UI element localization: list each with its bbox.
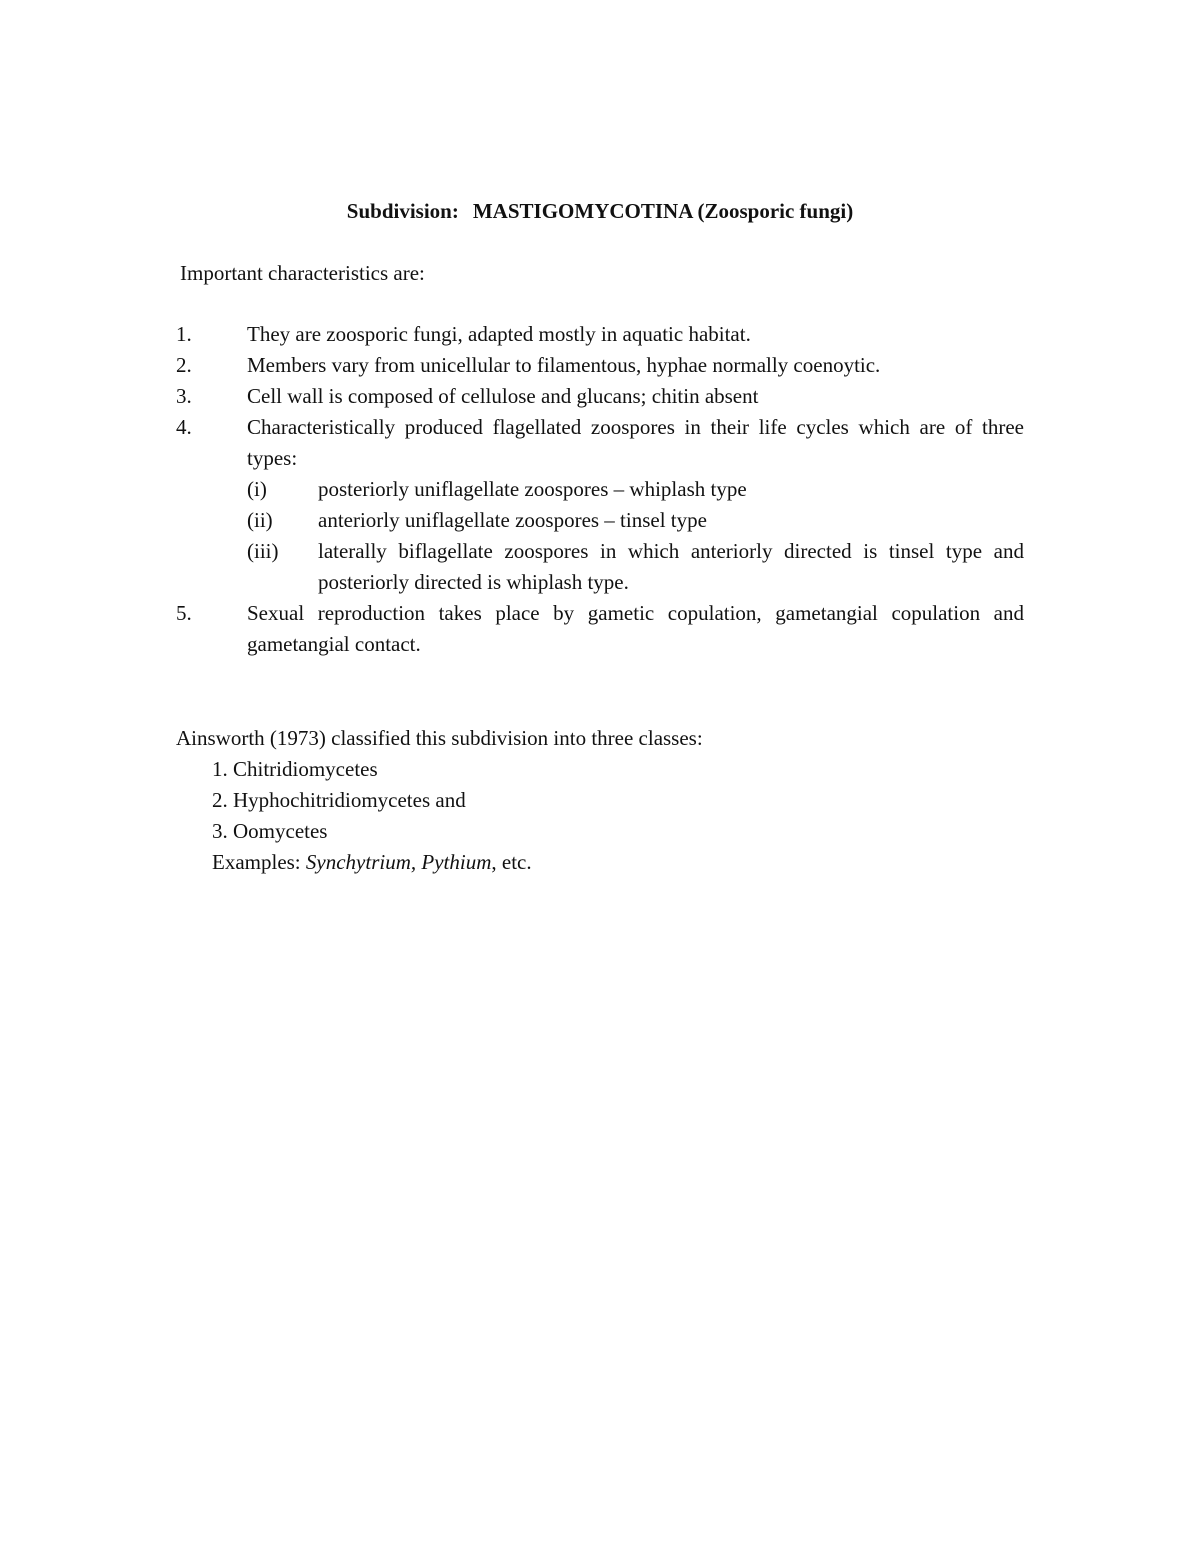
sub-list-item-number: (ii) xyxy=(247,508,273,532)
example-genus: Pythium xyxy=(421,850,492,874)
class-item: 1. Chitridiomycetes xyxy=(212,757,378,781)
classification-intro: Ainsworth (1973) classified this subdivision into three classes: xyxy=(176,726,703,750)
heading-label: Subdivision: xyxy=(346,199,459,223)
list-item-number: 1. xyxy=(176,322,192,346)
list-item-number: 4. xyxy=(176,415,192,439)
list-item xyxy=(176,381,1024,412)
sub-list-item-text: anteriorly uniflagellate zoospores – tinsel type xyxy=(318,508,707,532)
examples-label: Examples: xyxy=(212,850,306,874)
list-item-number: 2. xyxy=(176,353,192,377)
section-heading xyxy=(0,196,1200,226)
class-item: 2. Hyphochitridiomycetes and xyxy=(212,788,466,812)
list-item xyxy=(176,319,1024,350)
list-item xyxy=(176,350,1024,381)
list-item-body xyxy=(247,412,1024,598)
examples-tail: , etc. xyxy=(491,850,532,874)
sub-list-item-number: (iii) xyxy=(247,539,279,563)
list-item-text: Members vary from unicellular to filamentous, hyphae normally coenoytic. xyxy=(247,353,881,377)
sub-list-item xyxy=(247,536,1024,598)
list-item-text: Cell wall is composed of cellulose and glucans; chitin absent xyxy=(247,384,759,408)
sub-list-item xyxy=(247,505,1024,536)
list-item-text: Sexual reproduction takes place by gametic copulation, gametangial copulation and gametangial contact. xyxy=(247,601,1024,656)
heading-title: MASTIGOMYCOTINA (Zoosporic fungi) xyxy=(472,199,854,223)
examples-line xyxy=(212,847,703,878)
characteristics-list xyxy=(176,319,1024,660)
classification-section xyxy=(176,723,703,878)
sub-list-item-text: laterally biflagellate zoospores in which anteriorly directed is tinsel type and posteriorly directed is whiplash type. xyxy=(318,539,1024,594)
class-item: 3. Oomycetes xyxy=(212,819,328,843)
list-item-number: 5. xyxy=(176,601,192,625)
sub-list-item-text: posteriorly uniflagellate zoospores – whiplash type xyxy=(318,477,747,501)
sub-list-item-number: (i) xyxy=(247,477,267,501)
intro-text: Important characteristics are: xyxy=(180,261,425,285)
list-item xyxy=(176,412,1024,598)
list-item-text: Characteristically produced flagellated zoospores in their life cycles which are of three types: xyxy=(247,415,1024,470)
list-item-text: They are zoosporic fungi, adapted mostly in aquatic habitat. xyxy=(247,322,751,346)
example-genus: Synchytrium, xyxy=(305,850,422,874)
list-item xyxy=(176,598,1024,660)
sub-list-item xyxy=(247,474,1024,505)
list-item-number: 3. xyxy=(176,384,192,408)
